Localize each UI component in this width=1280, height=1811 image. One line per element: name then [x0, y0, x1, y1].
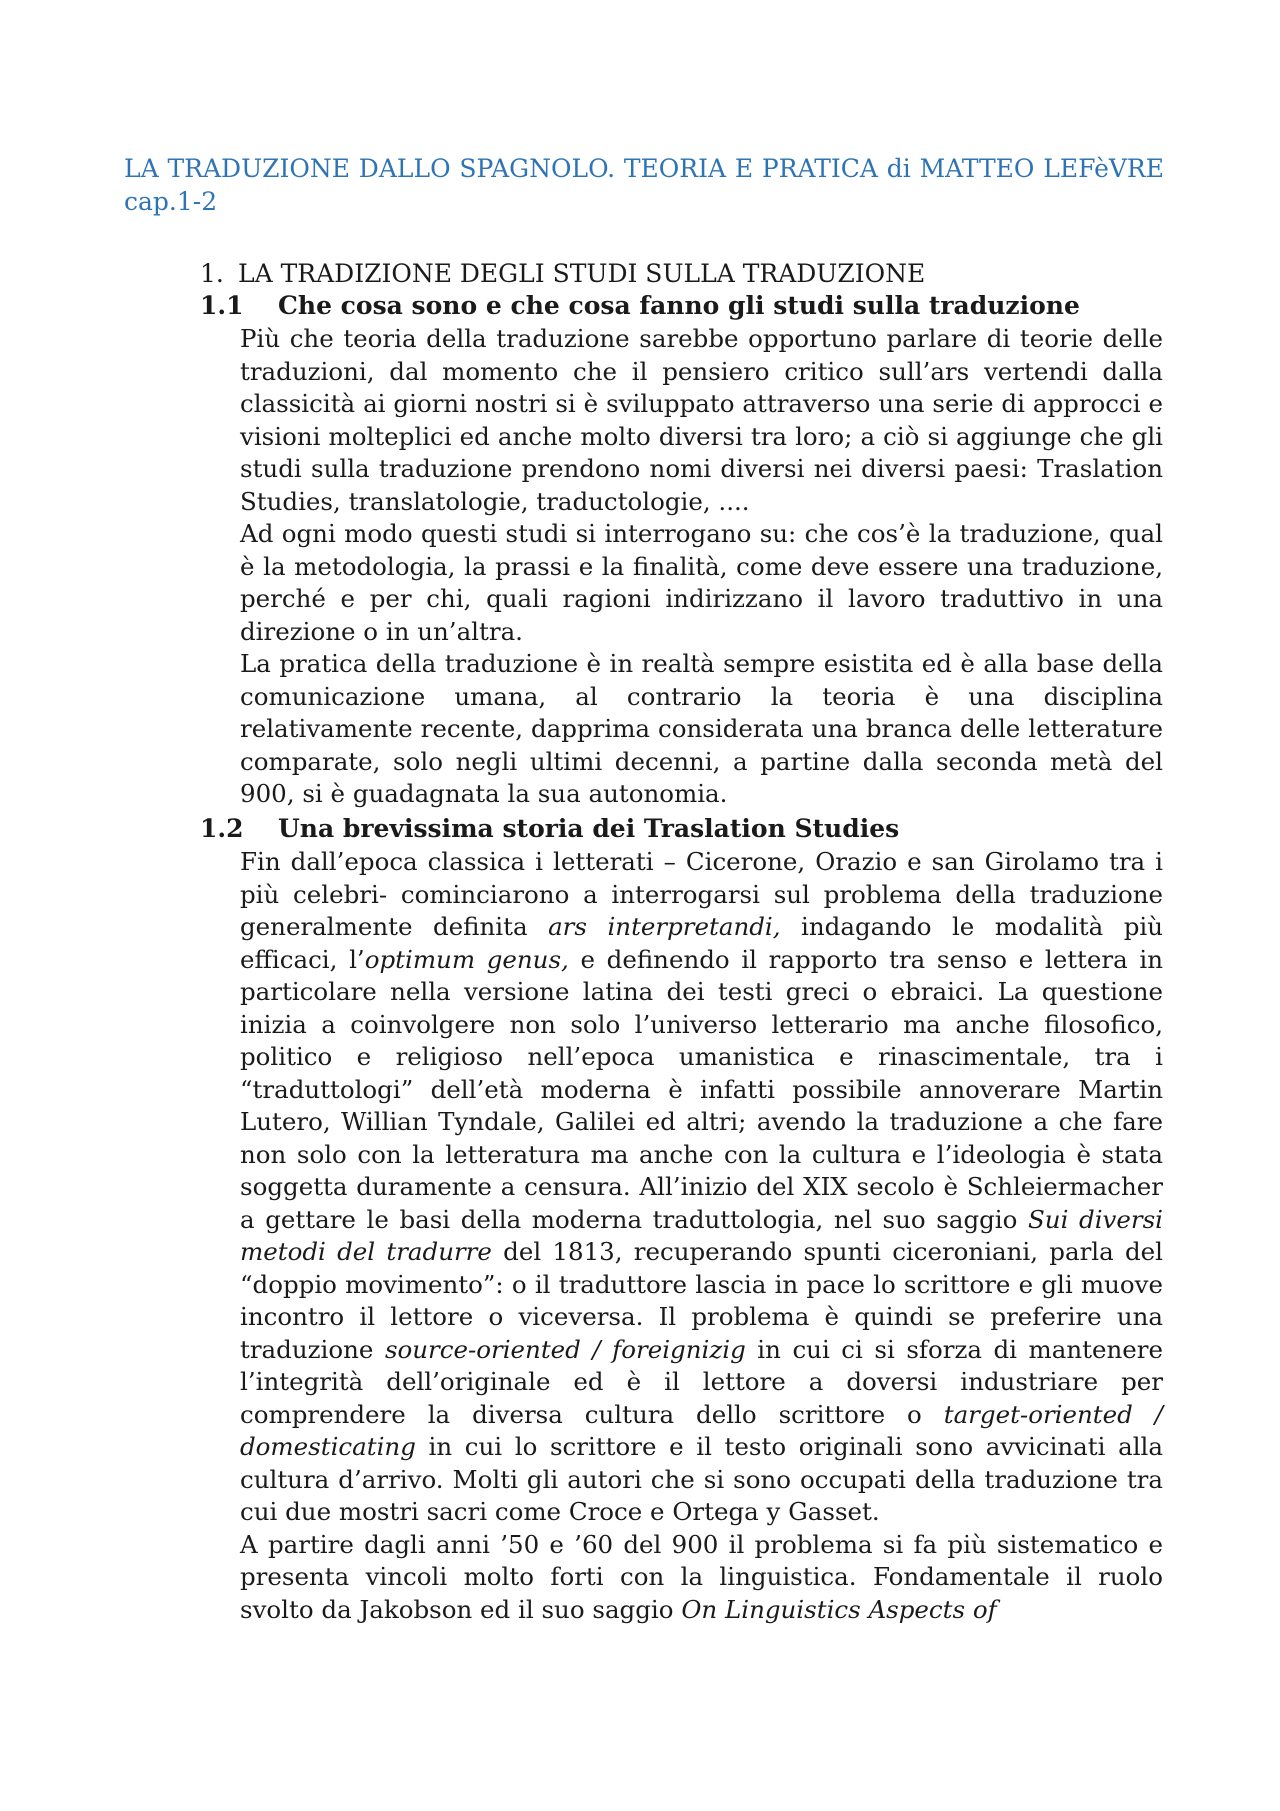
section-1-2-body [240, 846, 1163, 1626]
section-number: 1.1 [200, 291, 244, 320]
section-heading-1-1 [200, 290, 1160, 322]
section-number: 1.2 [200, 814, 244, 843]
italic-term: ars interpretandi, [548, 912, 781, 941]
document-title: LA TRADUZIONE DALLO SPAGNOLO. TEORIA E PRATICA di MATTEO LEFèVRE cap.1-2 [124, 154, 1164, 216]
text-run: in cui ci si sforza di mantenere l’integrità dell’originale ed è il lettore a doversi industriare per comprendere la diversa cultura dello scrittore o [240, 1334, 1163, 1429]
italic-title: On Linguistics Aspects of [681, 1594, 997, 1624]
chapter-heading [200, 258, 1160, 290]
section-title: Che cosa sono e che cosa fanno gli studi sulla traduzione [278, 291, 1080, 320]
text-run: indagando le modalità più efficaci, l’ [240, 912, 1163, 974]
italic-term: optimum genus, [364, 944, 569, 974]
chapter-title: LA TRADIZIONE DEGLI STUDI SULLA TRADUZIONE [238, 259, 926, 288]
italic-title: Sui diversi metodi del tradurre [240, 1204, 1163, 1266]
text-run: Fin dall’epoca classica i letterati – Cicerone, Orazio e san Girolamo tra i più celebri- cominciarono a interrogarsi sul problema della traduzione generalmente definita [240, 847, 1163, 941]
italic-term: source-oriented / foreignizig [384, 1334, 746, 1364]
section-heading-1-2 [200, 813, 1160, 845]
paragraph: La pratica della traduzione è in realtà sempre esistita ed è alla base della comunicazione umana, al contrario la teoria è una disciplina relativamente recente, dapprima considerata una branca delle letterature comparate, solo negli ultimi decenni, a partine dalla seconda metà del 900, si è guadagnata la sua autonomia. [240, 649, 1163, 808]
paragraph [240, 846, 1163, 1529]
text-run: A partire dagli anni ’50 e ’60 del 900 il problema si fa più sistematico e presenta vincoli molto forti con la linguistica. Fondamentale il ruolo svolto da Jakobson ed il suo saggio [240, 1529, 1163, 1624]
text-run: in cui lo scrittore e il testo originali sono avvicinati alla cultura d’arrivo. Molti gli autori che si sono occupati della traduzione tra cui due mostri sacri come Croce e Ortega y Gasset. [240, 1432, 1163, 1526]
chapter-number: 1. [200, 259, 224, 288]
paragraph: Ad ogni modo questi studi si interrogano su: che cos’è la traduzione, qual è la metodologia, la prassi e la finalità, come deve essere una traduzione, perché e per chi, quali ragioni indirizzano il lavoro traduttivo in una direzione o in un’altra. [240, 519, 1163, 646]
text-run: del 1813, recuperando spunti ciceroniani, parla del “doppio movimento”: o il traduttore lascia in pace lo scrittore e gli muove incontro il lettore o viceversa. Il problema è quindi se preferire una traduzione [240, 1237, 1163, 1364]
text-run: e definendo il rapporto tra senso e lettera in particolare nella versione latina dei testi greci o ebraici. La questione inizia a coinvolgere non solo l’universo letterario ma anche filosofico, politico e religioso nell’epoca umanistica e rinascimentale, tra i “traduttologi” dell’età moderna è infatti possibile annoverare Martin Lutero, Willian Tyndale, Galilei ed altri; avendo la traduzione a che fare non solo con la letteratura ma anche con la cultura e l’ideologia è stata soggetta duramente a censura. All’inizio del XIX secolo è Schleiermacher a gettare le basi della moderna traduttologia, nel suo saggio [240, 944, 1163, 1234]
paragraph [240, 1529, 1163, 1627]
section-title: Una brevissima storia dei Traslation Studies [278, 814, 900, 843]
italic-term: target-oriented / domesticating [240, 1399, 1163, 1461]
paragraph: Più che teoria della traduzione sarebbe opportuno parlare di teorie delle traduzioni, dal momento che il pensiero critico sull’ars vertendi dalla classicità ai giorni nostri si è sviluppato attraverso una serie di approcci e visioni molteplici ed anche molto diversi tra loro; a ciò si aggiunge che gli studi sulla traduzione prendono nomi diversi nei diversi paesi: Traslation Studies, translatologie, traductologie, .... [240, 324, 1163, 516]
section-1-1-body [240, 323, 1163, 811]
